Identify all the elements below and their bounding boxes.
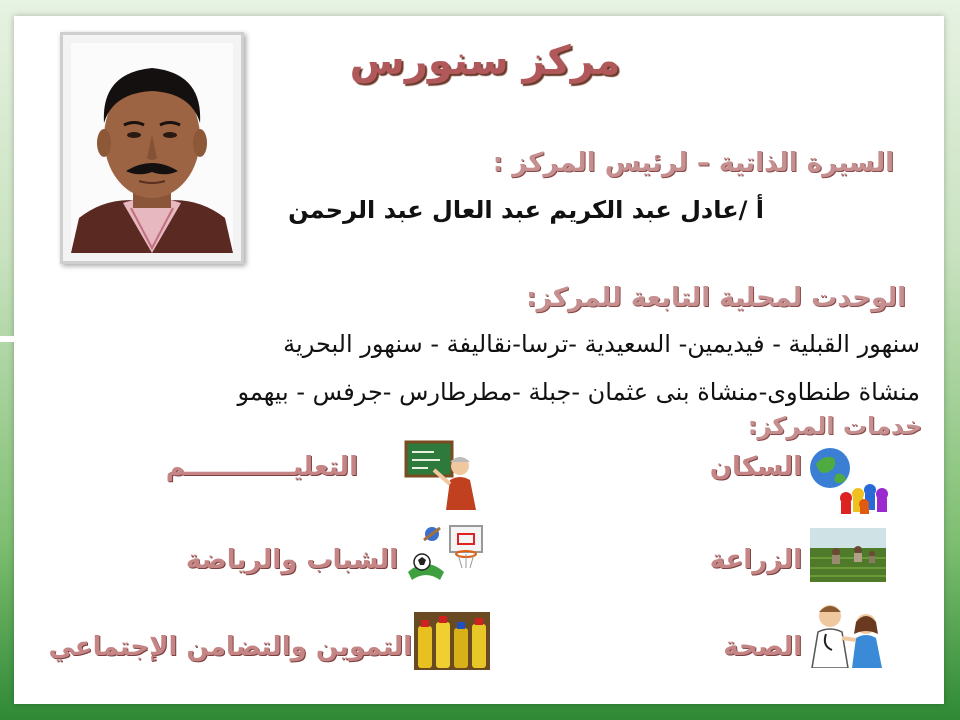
globe-people-icon <box>808 446 892 518</box>
bio-heading: السيرة الذاتية – لرئيس المركز : <box>492 148 894 178</box>
units-heading: الوحدت لمحلية التابعة للمركز: <box>526 283 906 313</box>
service-education: التعليــــــــــــم <box>165 452 358 482</box>
service-population: السكان <box>709 452 802 482</box>
sports-equipment-icon <box>404 522 488 592</box>
doctor-patient-icon <box>808 598 888 672</box>
service-supply-solidarity: التموين والتضامن الإجتماعي <box>48 632 412 662</box>
units-line-1: سنهور القبلية - فيديمين- السعيدية -ترسا-نقاليفة - سنهور البحرية <box>283 330 920 358</box>
person-portrait-icon <box>71 43 233 253</box>
teacher-chalkboard-icon <box>404 440 480 516</box>
units-line-2: منشاة طنطاوى-منشاة بنى عثمان -جبلة -مطرطارس -جرفس - بيهمو <box>237 378 920 406</box>
service-health: الصحة <box>723 632 802 662</box>
head-name: أ /عادل عبد الكريم عبد العال عبد الرحمن <box>288 196 764 224</box>
portrait-photo-frame <box>60 32 244 264</box>
edge-mark <box>0 336 14 342</box>
oil-bottles-icon <box>414 612 490 674</box>
service-youth-sports: الشباب والرياضة <box>185 545 398 575</box>
service-agriculture: الزراعة <box>709 545 802 575</box>
page-title: مركز سنورس <box>349 38 621 84</box>
farm-field-icon <box>810 528 886 586</box>
services-heading: خدمات المركز: <box>747 412 922 440</box>
portrait-photo <box>71 43 233 253</box>
